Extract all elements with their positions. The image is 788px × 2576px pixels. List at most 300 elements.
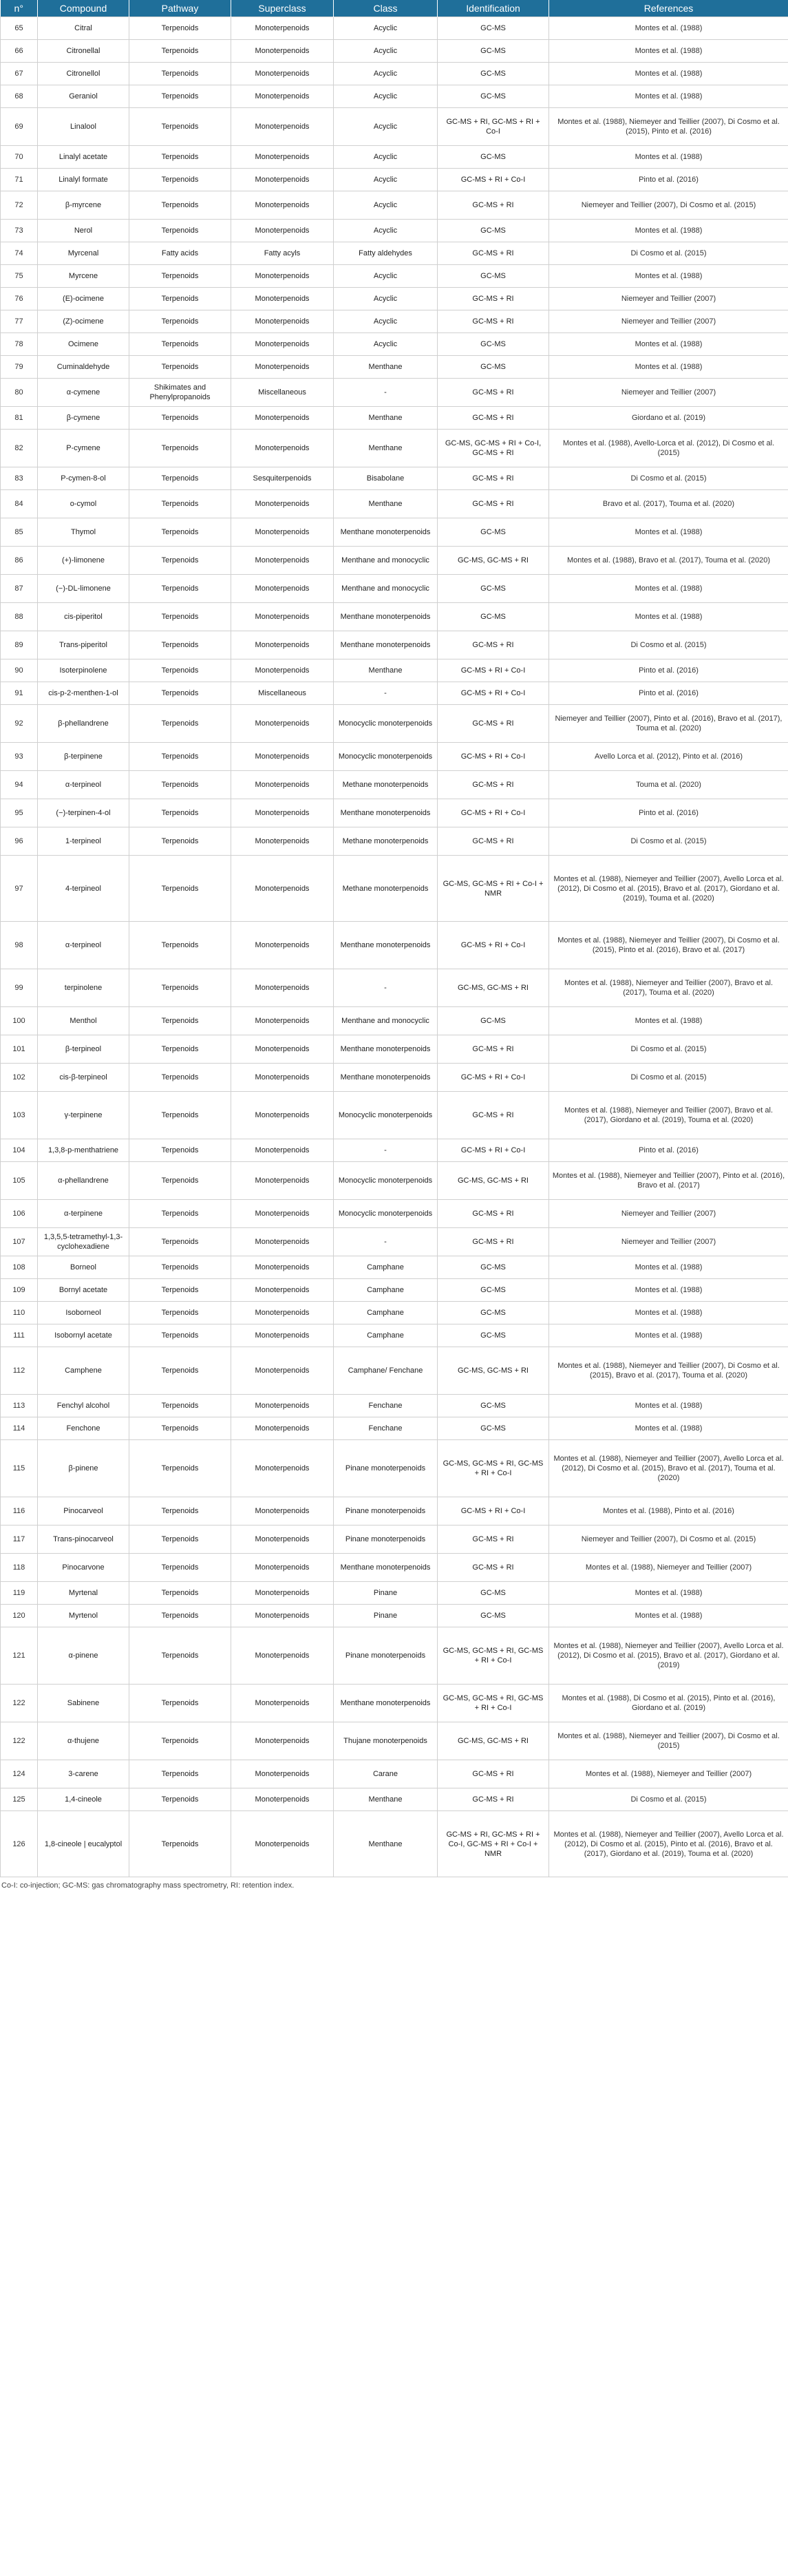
cell-superclass: Monoterpenoids [231, 1035, 334, 1064]
cell-compound: (−)-terpinen-4-ol [38, 799, 129, 827]
cell-number: 98 [1, 922, 38, 969]
cell-pathway: Terpenoids [129, 63, 231, 85]
cell-number: 66 [1, 40, 38, 63]
cell-identification: GC-MS [438, 1605, 549, 1627]
cell-number: 77 [1, 310, 38, 333]
col-header-identification: Identification [438, 0, 549, 17]
cell-identification: GC-MS [438, 85, 549, 108]
cell-class: Camphane [334, 1256, 438, 1279]
col-header-number: n° [1, 0, 38, 17]
cell-superclass: Monoterpenoids [231, 1200, 334, 1228]
cell-pathway: Terpenoids [129, 1256, 231, 1279]
cell-class: Pinane [334, 1605, 438, 1627]
cell-compound: Fenchyl alcohol [38, 1395, 129, 1417]
cell-number: 118 [1, 1554, 38, 1582]
cell-superclass: Monoterpenoids [231, 1685, 334, 1722]
cell-compound: P-cymene [38, 430, 129, 467]
cell-number: 104 [1, 1139, 38, 1162]
cell-identification: GC-MS + RI + Co-I [438, 799, 549, 827]
cell-class: Pinane monoterpenoids [334, 1440, 438, 1497]
cell-identification: GC-MS + RI [438, 407, 549, 430]
cell-identification: GC-MS + RI [438, 1228, 549, 1256]
cell-number: 124 [1, 1760, 38, 1788]
cell-references: Niemeyer and Teillier (2007) [549, 379, 788, 407]
cell-identification: GC-MS + RI + Co-I [438, 1497, 549, 1525]
cell-number: 122 [1, 1685, 38, 1722]
cell-references: Touma et al. (2020) [549, 771, 788, 799]
cell-number: 83 [1, 467, 38, 490]
cell-references: Montes et al. (1988), Niemeyer and Teillier (2007), Bravo et al. (2017), Giordano et al. (2019), Touma et al. (2020) [549, 1092, 788, 1139]
cell-pathway: Terpenoids [129, 1605, 231, 1627]
cell-references: Montes et al. (1988) [549, 146, 788, 169]
cell-class: Menthane and monocyclic [334, 547, 438, 575]
cell-class: Monocyclic monoterpenoids [334, 1092, 438, 1139]
cell-compound: Citronellal [38, 40, 129, 63]
cell-class: Fenchane [334, 1417, 438, 1440]
col-header-references: References [549, 0, 788, 17]
cell-identification: GC-MS, GC-MS + RI, GC-MS + RI + Co-I [438, 1440, 549, 1497]
cell-compound: Pinocarveol [38, 1497, 129, 1525]
cell-identification: GC-MS + RI [438, 1760, 549, 1788]
cell-references: Montes et al. (1988) [549, 1395, 788, 1417]
cell-compound: Menthol [38, 1007, 129, 1035]
cell-pathway: Terpenoids [129, 407, 231, 430]
table-row [1, 771, 788, 799]
cell-class: Bisabolane [334, 467, 438, 490]
cell-pathway: Terpenoids [129, 1525, 231, 1554]
cell-compound: α-terpinene [38, 1200, 129, 1228]
cell-class: Menthane [334, 1811, 438, 1877]
cell-pathway: Terpenoids [129, 1685, 231, 1722]
cell-class: Menthane monoterpenoids [334, 922, 438, 969]
table-row [1, 1525, 788, 1554]
cell-identification: GC-MS + RI [438, 242, 549, 265]
cell-compound: P-cymen-8-ol [38, 467, 129, 490]
cell-identification: GC-MS [438, 603, 549, 631]
table-row [1, 799, 788, 827]
cell-superclass: Monoterpenoids [231, 575, 334, 603]
table-row [1, 1582, 788, 1605]
table-row [1, 242, 788, 265]
cell-compound: Myrtenol [38, 1605, 129, 1627]
cell-identification: GC-MS [438, 1256, 549, 1279]
cell-number: 126 [1, 1811, 38, 1877]
cell-compound: Isobornyl acetate [38, 1324, 129, 1347]
cell-references: Montes et al. (1988) [549, 1605, 788, 1627]
cell-compound: (E)-ocimene [38, 288, 129, 310]
cell-superclass: Monoterpenoids [231, 310, 334, 333]
cell-compound: Trans-piperitol [38, 631, 129, 659]
table-row [1, 356, 788, 379]
cell-class: Acyclic [334, 146, 438, 169]
cell-number: 125 [1, 1788, 38, 1811]
cell-references: Di Cosmo et al. (2015) [549, 1064, 788, 1092]
cell-superclass: Monoterpenoids [231, 40, 334, 63]
cell-class: Camphane [334, 1279, 438, 1302]
cell-references: Niemeyer and Teillier (2007), Di Cosmo et al. (2015) [549, 1525, 788, 1554]
cell-superclass: Monoterpenoids [231, 1554, 334, 1582]
cell-number: 122 [1, 1722, 38, 1760]
cell-pathway: Terpenoids [129, 17, 231, 40]
cell-superclass: Monoterpenoids [231, 547, 334, 575]
cell-superclass: Monoterpenoids [231, 1279, 334, 1302]
cell-pathway: Terpenoids [129, 191, 231, 220]
cell-references: Montes et al. (1988) [549, 1582, 788, 1605]
cell-number: 102 [1, 1064, 38, 1092]
cell-superclass: Monoterpenoids [231, 1722, 334, 1760]
cell-pathway: Terpenoids [129, 1279, 231, 1302]
cell-number: 95 [1, 799, 38, 827]
cell-superclass: Monoterpenoids [231, 1347, 334, 1395]
cell-pathway: Terpenoids [129, 575, 231, 603]
cell-superclass: Monoterpenoids [231, 969, 334, 1007]
table-row [1, 922, 788, 969]
cell-identification: GC-MS, GC-MS + RI + Co-I, GC-MS + RI [438, 430, 549, 467]
cell-superclass: Monoterpenoids [231, 430, 334, 467]
cell-pathway: Terpenoids [129, 1092, 231, 1139]
cell-superclass: Monoterpenoids [231, 827, 334, 856]
cell-pathway: Terpenoids [129, 1440, 231, 1497]
cell-pathway: Terpenoids [129, 1722, 231, 1760]
cell-number: 73 [1, 220, 38, 242]
table-body [1, 17, 788, 1877]
cell-superclass: Monoterpenoids [231, 1324, 334, 1347]
cell-pathway: Terpenoids [129, 799, 231, 827]
table-row [1, 856, 788, 922]
cell-references: Bravo et al. (2017), Touma et al. (2020) [549, 490, 788, 518]
table-row [1, 1139, 788, 1162]
cell-pathway: Terpenoids [129, 288, 231, 310]
table-row [1, 490, 788, 518]
cell-superclass: Monoterpenoids [231, 1760, 334, 1788]
cell-class: - [334, 379, 438, 407]
cell-pathway: Fatty acids [129, 242, 231, 265]
cell-identification: GC-MS + RI [438, 1554, 549, 1582]
cell-number: 120 [1, 1605, 38, 1627]
cell-superclass: Monoterpenoids [231, 1627, 334, 1685]
cell-number: 89 [1, 631, 38, 659]
cell-identification: GC-MS [438, 1395, 549, 1417]
cell-class: Menthane and monocyclic [334, 575, 438, 603]
cell-references: Niemeyer and Teillier (2007) [549, 1228, 788, 1256]
cell-compound: Camphene [38, 1347, 129, 1395]
cell-class: Menthane monoterpenoids [334, 603, 438, 631]
cell-pathway: Terpenoids [129, 547, 231, 575]
cell-references: Montes et al. (1988), Niemeyer and Teillier (2007), Di Cosmo et al. (2015), Pinto et al. (2016), Bravo et al. (2017) [549, 922, 788, 969]
cell-class: Camphane/ Fenchane [334, 1347, 438, 1395]
cell-pathway: Terpenoids [129, 1497, 231, 1525]
cell-compound: 1,3,5,5-tetramethyl-1,3-cyclohexadiene [38, 1228, 129, 1256]
cell-references: Montes et al. (1988) [549, 575, 788, 603]
table-row [1, 17, 788, 40]
cell-number: 100 [1, 1007, 38, 1035]
table-row [1, 743, 788, 771]
cell-compound: Sabinene [38, 1685, 129, 1722]
cell-number: 86 [1, 547, 38, 575]
cell-class: Acyclic [334, 63, 438, 85]
cell-references: Niemeyer and Teillier (2007), Pinto et al. (2016), Bravo et al. (2017), Touma et al. (2020) [549, 705, 788, 743]
table-row [1, 40, 788, 63]
cell-number: 112 [1, 1347, 38, 1395]
table-row [1, 467, 788, 490]
table-row [1, 1200, 788, 1228]
cell-pathway: Terpenoids [129, 922, 231, 969]
cell-pathway: Terpenoids [129, 356, 231, 379]
cell-number: 67 [1, 63, 38, 85]
cell-class: Acyclic [334, 85, 438, 108]
table-row [1, 146, 788, 169]
cell-number: 117 [1, 1525, 38, 1554]
cell-compound: 1,4-cineole [38, 1788, 129, 1811]
cell-references: Pinto et al. (2016) [549, 169, 788, 191]
table-row [1, 1162, 788, 1200]
cell-number: 72 [1, 191, 38, 220]
cell-number: 74 [1, 242, 38, 265]
cell-identification: GC-MS, GC-MS + RI [438, 1347, 549, 1395]
cell-superclass: Fatty acyls [231, 242, 334, 265]
cell-identification: GC-MS + RI [438, 490, 549, 518]
cell-compound: Isoborneol [38, 1302, 129, 1324]
cell-number: 92 [1, 705, 38, 743]
cell-identification: GC-MS + RI [438, 1788, 549, 1811]
cell-number: 108 [1, 1256, 38, 1279]
cell-compound: α-pinene [38, 1627, 129, 1685]
cell-class: Monocyclic monoterpenoids [334, 1200, 438, 1228]
table-row [1, 1627, 788, 1685]
cell-superclass: Monoterpenoids [231, 1605, 334, 1627]
cell-superclass: Monoterpenoids [231, 1811, 334, 1877]
cell-class: Acyclic [334, 310, 438, 333]
cell-number: 110 [1, 1302, 38, 1324]
cell-pathway: Terpenoids [129, 1347, 231, 1395]
cell-references: Montes et al. (1988), Bravo et al. (2017), Touma et al. (2020) [549, 547, 788, 575]
cell-identification: GC-MS + RI [438, 827, 549, 856]
cell-class: Acyclic [334, 288, 438, 310]
cell-superclass: Monoterpenoids [231, 1497, 334, 1525]
cell-number: 76 [1, 288, 38, 310]
cell-pathway: Terpenoids [129, 682, 231, 705]
cell-superclass: Monoterpenoids [231, 922, 334, 969]
cell-class: Menthane monoterpenoids [334, 1064, 438, 1092]
cell-identification: GC-MS [438, 40, 549, 63]
cell-class: Thujane monoterpenoids [334, 1722, 438, 1760]
cell-compound: Citral [38, 17, 129, 40]
cell-class: Menthane monoterpenoids [334, 799, 438, 827]
cell-pathway: Terpenoids [129, 1417, 231, 1440]
table-row [1, 603, 788, 631]
cell-class: Methane monoterpenoids [334, 771, 438, 799]
cell-number: 70 [1, 146, 38, 169]
cell-compound: Linalool [38, 108, 129, 146]
cell-class: Acyclic [334, 169, 438, 191]
cell-pathway: Terpenoids [129, 490, 231, 518]
cell-class: Methane monoterpenoids [334, 856, 438, 922]
cell-class: Camphane [334, 1324, 438, 1347]
cell-pathway: Terpenoids [129, 1395, 231, 1417]
cell-superclass: Monoterpenoids [231, 1302, 334, 1324]
table-row [1, 969, 788, 1007]
cell-compound: β-phellandrene [38, 705, 129, 743]
cell-pathway: Terpenoids [129, 1200, 231, 1228]
cell-references: Di Cosmo et al. (2015) [549, 242, 788, 265]
cell-pathway: Terpenoids [129, 220, 231, 242]
cell-identification: GC-MS [438, 1582, 549, 1605]
table-row [1, 310, 788, 333]
table-row [1, 1064, 788, 1092]
cell-identification: GC-MS + RI [438, 467, 549, 490]
cell-identification: GC-MS [438, 518, 549, 547]
cell-superclass: Monoterpenoids [231, 1092, 334, 1139]
cell-compound: (−)-DL-limonene [38, 575, 129, 603]
table-row [1, 1788, 788, 1811]
cell-references: Avello Lorca et al. (2012), Pinto et al. (2016) [549, 743, 788, 771]
cell-identification: GC-MS + RI [438, 288, 549, 310]
cell-class: Fatty aldehydes [334, 242, 438, 265]
cell-superclass: Sesquiterpenoids [231, 467, 334, 490]
cell-pathway: Terpenoids [129, 743, 231, 771]
cell-references: Montes et al. (1988) [549, 265, 788, 288]
cell-references: Di Cosmo et al. (2015) [549, 1788, 788, 1811]
cell-class: Menthane monoterpenoids [334, 1035, 438, 1064]
cell-number: 101 [1, 1035, 38, 1064]
cell-class: Pinane monoterpenoids [334, 1497, 438, 1525]
cell-compound: cis-β-terpineol [38, 1064, 129, 1092]
cell-superclass: Monoterpenoids [231, 169, 334, 191]
cell-class: Monocyclic monoterpenoids [334, 743, 438, 771]
table-row [1, 1554, 788, 1582]
cell-pathway: Terpenoids [129, 169, 231, 191]
cell-superclass: Monoterpenoids [231, 63, 334, 85]
cell-compound: o-cymol [38, 490, 129, 518]
cell-references: Montes et al. (1988) [549, 1417, 788, 1440]
cell-superclass: Monoterpenoids [231, 856, 334, 922]
table-row [1, 1256, 788, 1279]
cell-pathway: Terpenoids [129, 1064, 231, 1092]
cell-compound: 1-terpineol [38, 827, 129, 856]
cell-compound: α-cymene [38, 379, 129, 407]
cell-number: 116 [1, 1497, 38, 1525]
cell-compound: β-terpineol [38, 1035, 129, 1064]
table-row [1, 63, 788, 85]
cell-compound: Isoterpinolene [38, 659, 129, 682]
col-header-pathway: Pathway [129, 0, 231, 17]
cell-identification: GC-MS + RI + Co-I [438, 922, 549, 969]
cell-class: Acyclic [334, 191, 438, 220]
cell-pathway: Terpenoids [129, 1582, 231, 1605]
cell-references: Montes et al. (1988) [549, 1279, 788, 1302]
cell-class: Fenchane [334, 1395, 438, 1417]
cell-identification: GC-MS + RI + Co-I [438, 1139, 549, 1162]
cell-compound: Linalyl formate [38, 169, 129, 191]
cell-superclass: Monoterpenoids [231, 490, 334, 518]
cell-superclass: Monoterpenoids [231, 191, 334, 220]
cell-pathway: Terpenoids [129, 40, 231, 63]
cell-identification: GC-MS + RI, GC-MS + RI + Co-I [438, 108, 549, 146]
cell-superclass: Monoterpenoids [231, 631, 334, 659]
cell-references: Montes et al. (1988), Di Cosmo et al. (2015), Pinto et al. (2016), Giordano et al. (2019) [549, 1685, 788, 1722]
cell-identification: GC-MS [438, 333, 549, 356]
table-row [1, 220, 788, 242]
cell-number: 93 [1, 743, 38, 771]
cell-compound: β-cymene [38, 407, 129, 430]
cell-compound: β-pinene [38, 1440, 129, 1497]
cell-superclass: Monoterpenoids [231, 407, 334, 430]
cell-class: Menthane monoterpenoids [334, 518, 438, 547]
table-row [1, 430, 788, 467]
cell-identification: GC-MS + RI [438, 1092, 549, 1139]
cell-identification: GC-MS [438, 63, 549, 85]
cell-references: Niemeyer and Teillier (2007) [549, 288, 788, 310]
cell-identification: GC-MS [438, 1302, 549, 1324]
cell-class: - [334, 682, 438, 705]
cell-number: 75 [1, 265, 38, 288]
cell-identification: GC-MS + RI [438, 1200, 549, 1228]
cell-pathway: Terpenoids [129, 310, 231, 333]
cell-number: 79 [1, 356, 38, 379]
cell-number: 87 [1, 575, 38, 603]
cell-references: Montes et al. (1988), Niemeyer and Teillier (2007) [549, 1554, 788, 1582]
table-row [1, 1324, 788, 1347]
cell-references: Montes et al. (1988) [549, 356, 788, 379]
cell-class: Menthane monoterpenoids [334, 1554, 438, 1582]
cell-compound: γ-terpinene [38, 1092, 129, 1139]
cell-references: Niemeyer and Teillier (2007) [549, 310, 788, 333]
cell-pathway: Terpenoids [129, 856, 231, 922]
cell-pathway: Terpenoids [129, 1162, 231, 1200]
cell-number: 106 [1, 1200, 38, 1228]
cell-pathway: Terpenoids [129, 333, 231, 356]
cell-number: 111 [1, 1324, 38, 1347]
cell-identification: GC-MS, GC-MS + RI, GC-MS + RI + Co-I [438, 1627, 549, 1685]
cell-identification: GC-MS + RI + Co-I [438, 743, 549, 771]
cell-class: Pinane monoterpenoids [334, 1525, 438, 1554]
cell-compound: Fenchone [38, 1417, 129, 1440]
cell-compound: β-myrcene [38, 191, 129, 220]
cell-superclass: Monoterpenoids [231, 1064, 334, 1092]
cell-pathway: Terpenoids [129, 1324, 231, 1347]
cell-superclass: Miscellaneous [231, 379, 334, 407]
cell-number: 81 [1, 407, 38, 430]
cell-superclass: Monoterpenoids [231, 220, 334, 242]
cell-identification: GC-MS + RI + Co-I [438, 682, 549, 705]
cell-compound: (Z)-ocimene [38, 310, 129, 333]
cell-compound: Pinocarvone [38, 1554, 129, 1582]
cell-references: Montes et al. (1988), Niemeyer and Teillier (2007), Avello Lorca et al. (2012), Di Cosmo et al. (2015), Bravo et al. (2017), Giordano et al. (2019) [549, 1627, 788, 1685]
cell-number: 65 [1, 17, 38, 40]
cell-references: Montes et al. (1988) [549, 220, 788, 242]
cell-identification: GC-MS + RI [438, 191, 549, 220]
cell-superclass: Monoterpenoids [231, 1007, 334, 1035]
cell-pathway: Terpenoids [129, 1007, 231, 1035]
cell-identification: GC-MS, GC-MS + RI [438, 1722, 549, 1760]
cell-references: Montes et al. (1988) [549, 1324, 788, 1347]
cell-number: 113 [1, 1395, 38, 1417]
cell-class: Acyclic [334, 108, 438, 146]
cell-class: Pinane [334, 1582, 438, 1605]
cell-pathway: Terpenoids [129, 603, 231, 631]
cell-references: Montes et al. (1988), Niemeyer and Teillier (2007), Pinto et al. (2016), Bravo et al. (2017) [549, 1162, 788, 1200]
cell-identification: GC-MS + RI + Co-I [438, 169, 549, 191]
cell-references: Montes et al. (1988) [549, 1256, 788, 1279]
table-footnote: Co-I: co-injection; GC-MS: gas chromatography mass spectrometry, RI: retention index. [1, 1881, 295, 1890]
cell-references: Montes et al. (1988), Avello-Lorca et al. (2012), Di Cosmo et al. (2015) [549, 430, 788, 467]
cell-pathway: Shikimates and Phenylpropanoids [129, 379, 231, 407]
table-row [1, 682, 788, 705]
table-row [1, 827, 788, 856]
table-row [1, 191, 788, 220]
cell-superclass: Monoterpenoids [231, 1417, 334, 1440]
cell-class: Menthane [334, 430, 438, 467]
